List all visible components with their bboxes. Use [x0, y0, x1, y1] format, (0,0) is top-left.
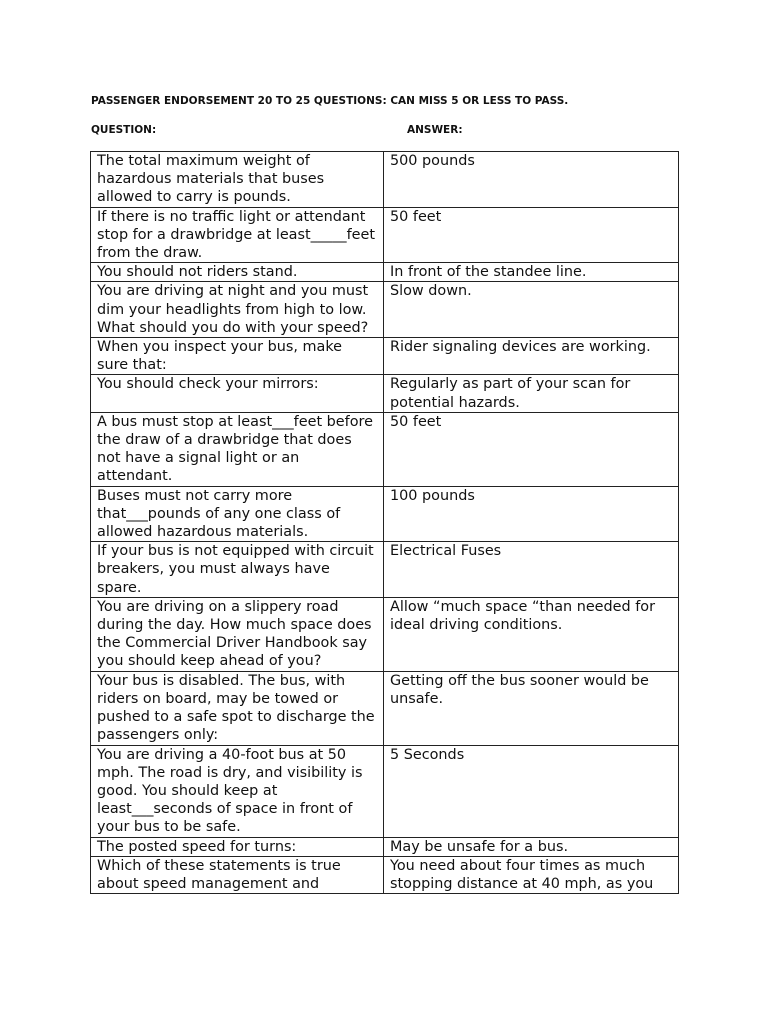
- question-cell: You should not riders stand.: [91, 263, 384, 282]
- table-row: [91, 338, 679, 375]
- answer-cell: You need about four times as much stopping distance at 40 mph, as you: [384, 856, 679, 893]
- table-row: [91, 856, 679, 893]
- table-row: [91, 837, 679, 856]
- question-cell: You are driving at night and you must dim your headlights from high to low. What should you do with your speed?: [91, 282, 384, 338]
- answer-cell: Slow down.: [384, 282, 679, 338]
- answer-cell: 50 feet: [384, 412, 679, 486]
- question-cell: Buses must not carry more that___pounds of any one class of allowed hazardous materials.: [91, 486, 384, 542]
- question-cell: When you inspect your bus, make sure that:: [91, 338, 384, 375]
- answer-cell: Electrical Fuses: [384, 542, 679, 598]
- question-cell: You should check your mirrors:: [91, 375, 384, 412]
- question-column-heading: QUESTION:: [91, 124, 157, 136]
- table-row: [91, 263, 679, 282]
- question-cell: You are driving on a slippery road during the day. How much space does the Commercial Driver Handbook say you should keep ahead of you?: [91, 597, 384, 671]
- table-row: [91, 745, 679, 837]
- table-row: [91, 207, 679, 263]
- answer-cell: 100 pounds: [384, 486, 679, 542]
- question-cell: If your bus is not equipped with circuit breakers, you must always have spare.: [91, 542, 384, 598]
- answer-cell: Rider signaling devices are working.: [384, 338, 679, 375]
- table-row: [91, 152, 679, 208]
- answer-column-heading: ANSWER:: [407, 124, 463, 136]
- table-row: [91, 375, 679, 412]
- table-row: [91, 282, 679, 338]
- question-cell: You are driving a 40-foot bus at 50 mph. The road is dry, and visibility is good. You should keep at least___seconds of space in front of your bus to be safe.: [91, 745, 384, 837]
- answer-cell: 5 Seconds: [384, 745, 679, 837]
- answer-cell: Allow “much space “than needed for ideal driving conditions.: [384, 597, 679, 671]
- question-cell: The posted speed for turns:: [91, 837, 384, 856]
- table-row: [91, 412, 679, 486]
- answer-cell: Regularly as part of your scan for potential hazards.: [384, 375, 679, 412]
- table-row: [91, 542, 679, 598]
- table-row: [91, 671, 679, 745]
- answer-cell: In front of the standee line.: [384, 263, 679, 282]
- question-cell: Which of these statements is true about speed management and: [91, 856, 384, 893]
- answer-cell: May be unsafe for a bus.: [384, 837, 679, 856]
- table-row: [91, 597, 679, 671]
- question-cell: The total maximum weight of hazardous materials that buses allowed to carry is pounds.: [91, 152, 384, 208]
- table-row: [91, 486, 679, 542]
- answer-cell: 500 pounds: [384, 152, 679, 208]
- question-answer-table: [90, 151, 679, 894]
- question-cell: If there is no traffic light or attendant stop for a drawbridge at least_____feet from the draw.: [91, 207, 384, 263]
- page-title: PASSENGER ENDORSEMENT 20 TO 25 QUESTIONS: CAN MISS 5 OR LESS TO PASS.: [91, 95, 569, 107]
- question-cell: Your bus is disabled. The bus, with riders on board, may be towed or pushed to a safe spot to discharge the passengers only:: [91, 671, 384, 745]
- question-cell: A bus must stop at least___feet before the draw of a drawbridge that does not have a signal light or an attendant.: [91, 412, 384, 486]
- answer-cell: Getting off the bus sooner would be unsafe.: [384, 671, 679, 745]
- answer-cell: 50 feet: [384, 207, 679, 263]
